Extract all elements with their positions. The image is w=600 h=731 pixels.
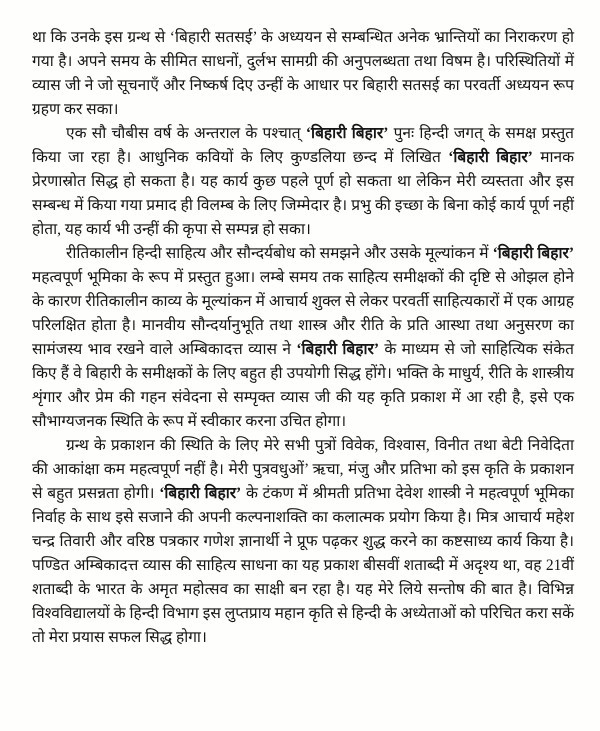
paragraph [32,242,574,434]
page-text [32,26,574,650]
text-run: के टंकण में श्रीमती प्रतिभा देवेश शास्त्री ने महत्वपूर्ण भूमिका निर्वाह के साथ इसे सजाने की अपनी कल्पनाशक्ति का कलात्मक प्रयोग किया है। मित्र आचार्य महेश चन्द्र तिवारी और वरिष्ठ पत्रकार गणेश ज्ञानार्थी ने प्रूफ पढ़कर शुद्ध करने का कष्टसाध्य कार्य किया है। पण्डित अम्बिकादत्त व्यास की साहित्य साधना का यह प्रकाश बीसवीं शताब्दी में अदृश्य था, वह 21वीं शताब्दी के भारत के अमृत महोत्सव का साक्षी बन रहा है। यह मेरे लिये सन्तोष की बात है। विभिन्न विश्वविद्यालयों के हिन्दी विभाग इस लुप्तप्राय महान कृति से हिन्दी के अध्येताओं को परिचित करा सकें तो मेरा प्रयास सफल सिद्ध होगा। [32,485,574,646]
text-run: एक सौ चौबीस वर्ष के अन्तराल के पश्चात् [66,125,306,142]
paragraph [32,122,574,242]
emphasized-text-run: ‘बिहारी बिहार’ [448,149,533,166]
emphasized-text-run: ‘बिहारी बिहार’ [305,125,389,142]
text-run: ग्रन्थ के प्रकाशन की स्थिति के लिए मेरे सभी पुत्रों विवेक, विश्वास, विनीत तथा बेटी निवेदिता की आकांक्षा कम महत्वपूर्ण नहीं है। मेरी पुत्रवधुओं’ ऋचा, मंजु और प्रतिभा को इस कृति के प्रकाशन से बहुत प्रसन्नता होगी। [32,437,574,502]
emphasized-text-run: ‘बिहारी बिहार’ [492,245,574,262]
text-run: रीतिकालीन हिन्दी साहित्य और सौन्दर्यबोध को समझने और उसके मूल्यांकन में [66,245,493,262]
emphasized-text-run: ‘बिहारी बिहार’ [296,341,379,358]
emphasized-text-run: ‘बिहारी बिहार’ [159,485,242,502]
text-run: के माध्यम से जो साहित्यिक संकेत किए हैं वे बिहारी के समीक्षकों के लिए बहुत ही उपयोगी सिद्ध होंगे। भक्ति के माधुर्य, रीति के शास्त्रीय शृंगार और प्रेम की गहन संवेदना से सम्पृक्त व्यास जी की यह कृति प्रकाश में आ रही है, इसे एक सौभाग्यजनक स्थिति के रूप में स्वीकार करना उचित होगा। [32,341,574,430]
text-run: महत्वपूर्ण भूमिका के रूप में प्रस्तुत हुआ। लम्बे समय तक साहित्य समीक्षकों की दृष्टि से ओझल होने के कारण रीतिकालीन काव्य के मूल्यांकन में आचार्य शुक्ल से लेकर परवर्ती साहित्यकारों में एक आग्रह परिलक्षित होता है। मानवीय सौन्दर्यानुभूति तथा शास्त्र और रीति के प्रति आस्था तथा अनुसरण का सामंजस्य भाव रखने वाले अम्बिकादत्त व्यास ने [32,269,574,358]
text-run: मानक प्रेरणास्रोत सिद्ध हो सकता है। यह कार्य कुछ पहले पूर्ण हो सकता था लेकिन मेरी व्यस्तता और इस सम्बन्ध में किया गया प्रमाद ही विलम्ब के लिए जिम्मेदार है। प्रभु की इच्छा के बिना कोई कार्य पूर्ण नहीं होता, यह कार्य भी उन्हीं की कृपा से सम्पन्न हो सका। [32,149,574,238]
text-run: था कि उनके इस ग्रन्थ से ‘बिहारी सतसई’ के अध्ययन से सम्बन्धित अनेक भ्रान्तियों का निराकरण हो गया है। अपने समय के सीमित साधनों, दुर्लभ सामग्री की अनुपलब्धता तथा विषम है। परिस्थितियों में व्यास जी ने जो सूचनाएँ और निष्कर्ष दिए उन्हीं के आधार पर बिहारी सतसई का परवर्ती अध्ययन रूप ग्रहण कर सका। [32,29,574,118]
paragraph [32,434,574,650]
text-run: पुनः हिन्दी जगत् के समक्ष प्रस्तुत किया जा रहा है। आधुनिक कवियों के लिए कुण्डलिया छन्द में लिखित [32,125,574,166]
paragraph [32,26,574,122]
